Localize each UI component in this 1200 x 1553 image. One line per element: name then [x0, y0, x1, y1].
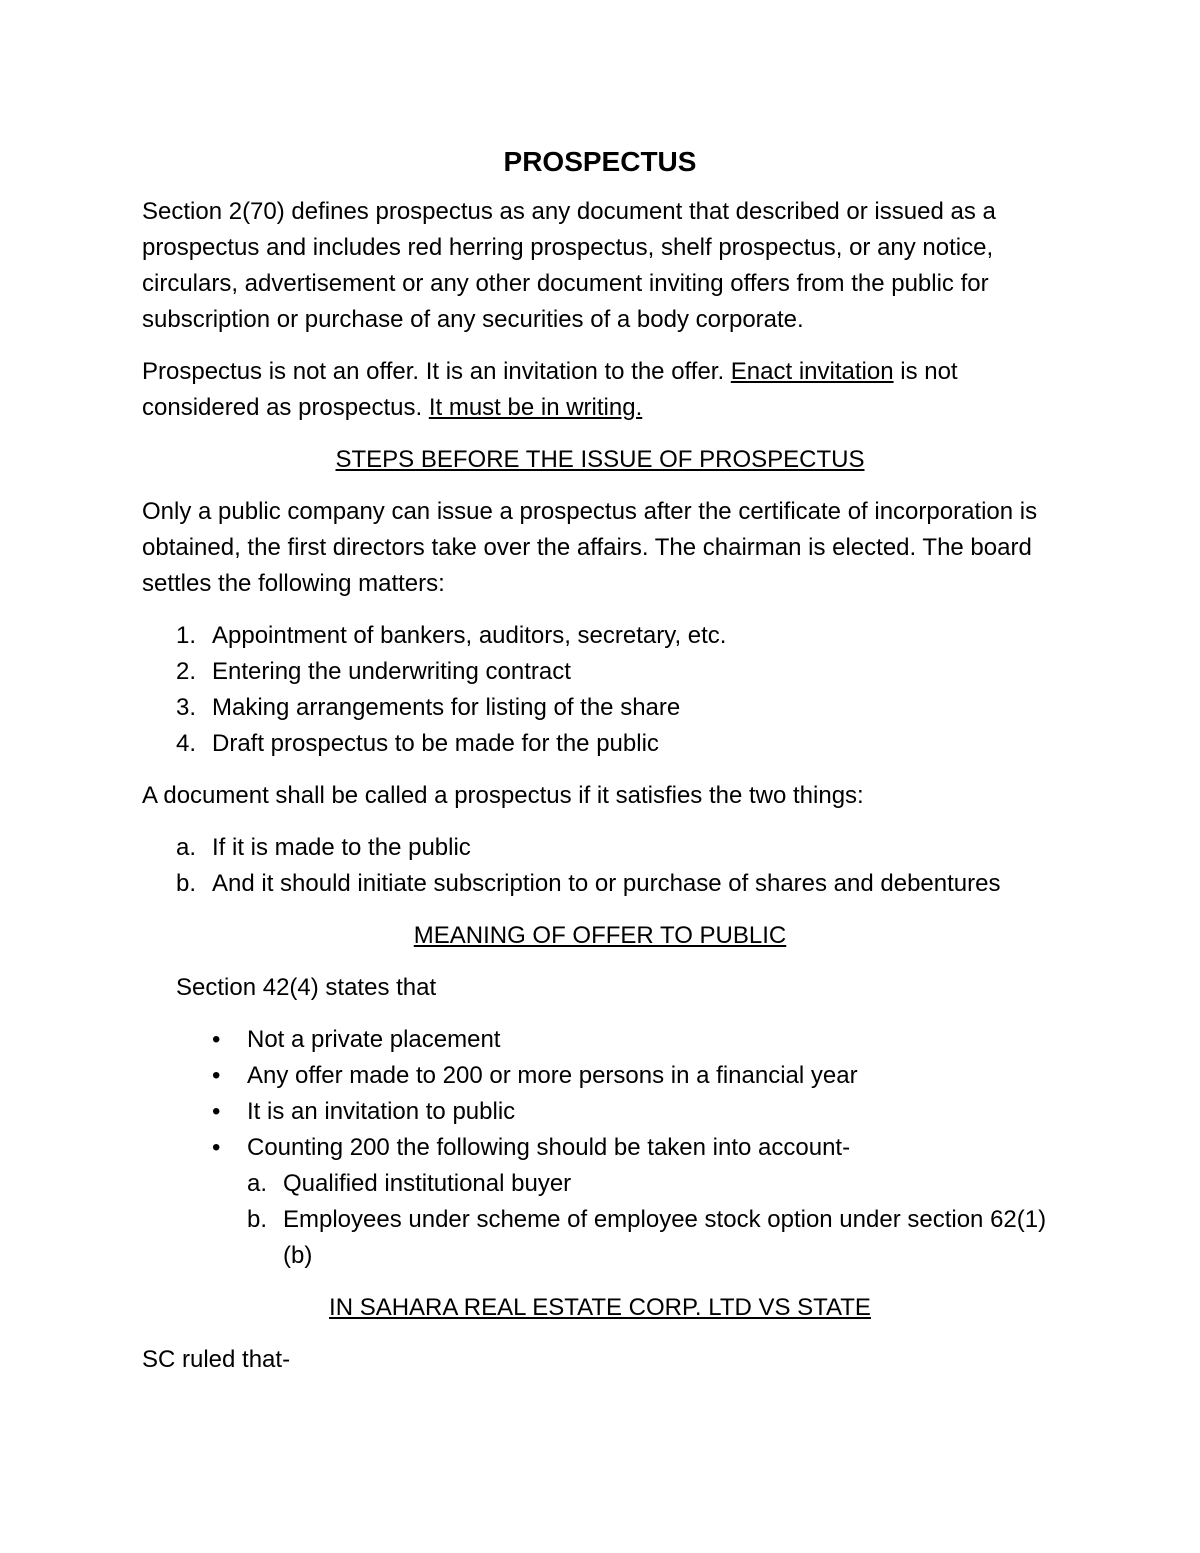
offer-text-part-2: is not considered as prospectus. [142, 358, 958, 421]
bullet-icon: • [212, 1062, 221, 1089]
list-item-text: Not a private placement [247, 1026, 501, 1053]
document-page [142, 140, 1058, 1394]
list-item [142, 866, 1058, 902]
bullet-icon: • [212, 1026, 221, 1053]
offer-bullet-list [142, 1022, 1058, 1166]
list-marker: a. [176, 834, 197, 861]
offer-lead: Section 42(4) states that [176, 974, 437, 1001]
conditions-paragraph: A document shall be called a prospectus if it satisfies the two things: [142, 782, 864, 809]
steps-heading: STEPS BEFORE THE ISSUE OF PROSPECTUS [335, 446, 865, 473]
bullet-icon: • [212, 1098, 221, 1125]
list-marker: 3. [176, 694, 197, 721]
list-marker: b. [176, 870, 197, 897]
list-item-text: Appointment of bankers, auditors, secretary, etc. [212, 622, 727, 649]
list-item [142, 1166, 1058, 1202]
offer-paragraph [142, 354, 1058, 426]
steps-paragraph: Only a public company can issue a prospectus after the certificate of incorporation is obtained, the first directors take over the affairs. The chairman is elected. The board settles the following matters: [142, 498, 1038, 597]
list-marker: 1. [176, 622, 197, 649]
list-item-text: Counting 200 the following should be taken into account- [247, 1134, 851, 1161]
list-item-text: And it should initiate subscription to or purchase of shares and debentures [212, 870, 1001, 897]
list-item [142, 1094, 1058, 1130]
list-item-text: Draft prospectus to be made for the public [212, 730, 659, 757]
list-item-text: Qualified institutional buyer [283, 1170, 572, 1197]
sahara-heading: IN SAHARA REAL ESTATE CORP. LTD VS STATE [329, 1294, 871, 1321]
list-item [142, 830, 1058, 866]
sahara-text: SC ruled that- [142, 1346, 291, 1373]
conditions-list [142, 830, 1058, 902]
list-item [142, 1202, 1058, 1274]
list-item [142, 690, 1058, 726]
list-item-text: Employees under scheme of employee stock option under section 62(1)(b) [283, 1206, 1047, 1269]
offer-text-part-1: Prospectus is not an offer. It is an invitation to the offer. [142, 358, 731, 385]
list-item [142, 726, 1058, 762]
list-marker: b. [247, 1206, 268, 1233]
list-item-text: Any offer made to 200 or more persons in a financial year [247, 1062, 858, 1089]
offer-heading: MEANING OF OFFER TO PUBLIC [413, 922, 787, 949]
list-item [142, 618, 1058, 654]
steps-list [142, 618, 1058, 762]
page-title: PROSPECTUS [503, 146, 697, 177]
list-item-text: Entering the underwriting contract [212, 658, 571, 685]
list-marker: 4. [176, 730, 197, 757]
list-item [142, 1130, 1058, 1166]
list-item-text: Making arrangements for listing of the share [212, 694, 681, 721]
list-item [142, 654, 1058, 690]
list-marker: a. [247, 1170, 268, 1197]
enact-invitation-underlined: Enact invitation [730, 358, 894, 385]
writing-requirement-underlined: It must be in writing. [428, 394, 643, 421]
list-item [142, 1022, 1058, 1058]
list-item-text: It is an invitation to public [247, 1098, 516, 1125]
list-item-text: If it is made to the public [212, 834, 471, 861]
list-marker: 2. [176, 658, 197, 685]
definition-paragraph: Section 2(70) defines prospectus as any document that described or issued as a prospectus and includes red herring prospectus, shelf prospectus, or any notice, circulars, advertisement or any other document inviting offers from the public for subscription or purchase of any securities of a body corporate. [142, 198, 996, 333]
bullet-icon: • [212, 1134, 221, 1161]
offer-sub-list [142, 1166, 1058, 1274]
list-item [142, 1058, 1058, 1094]
